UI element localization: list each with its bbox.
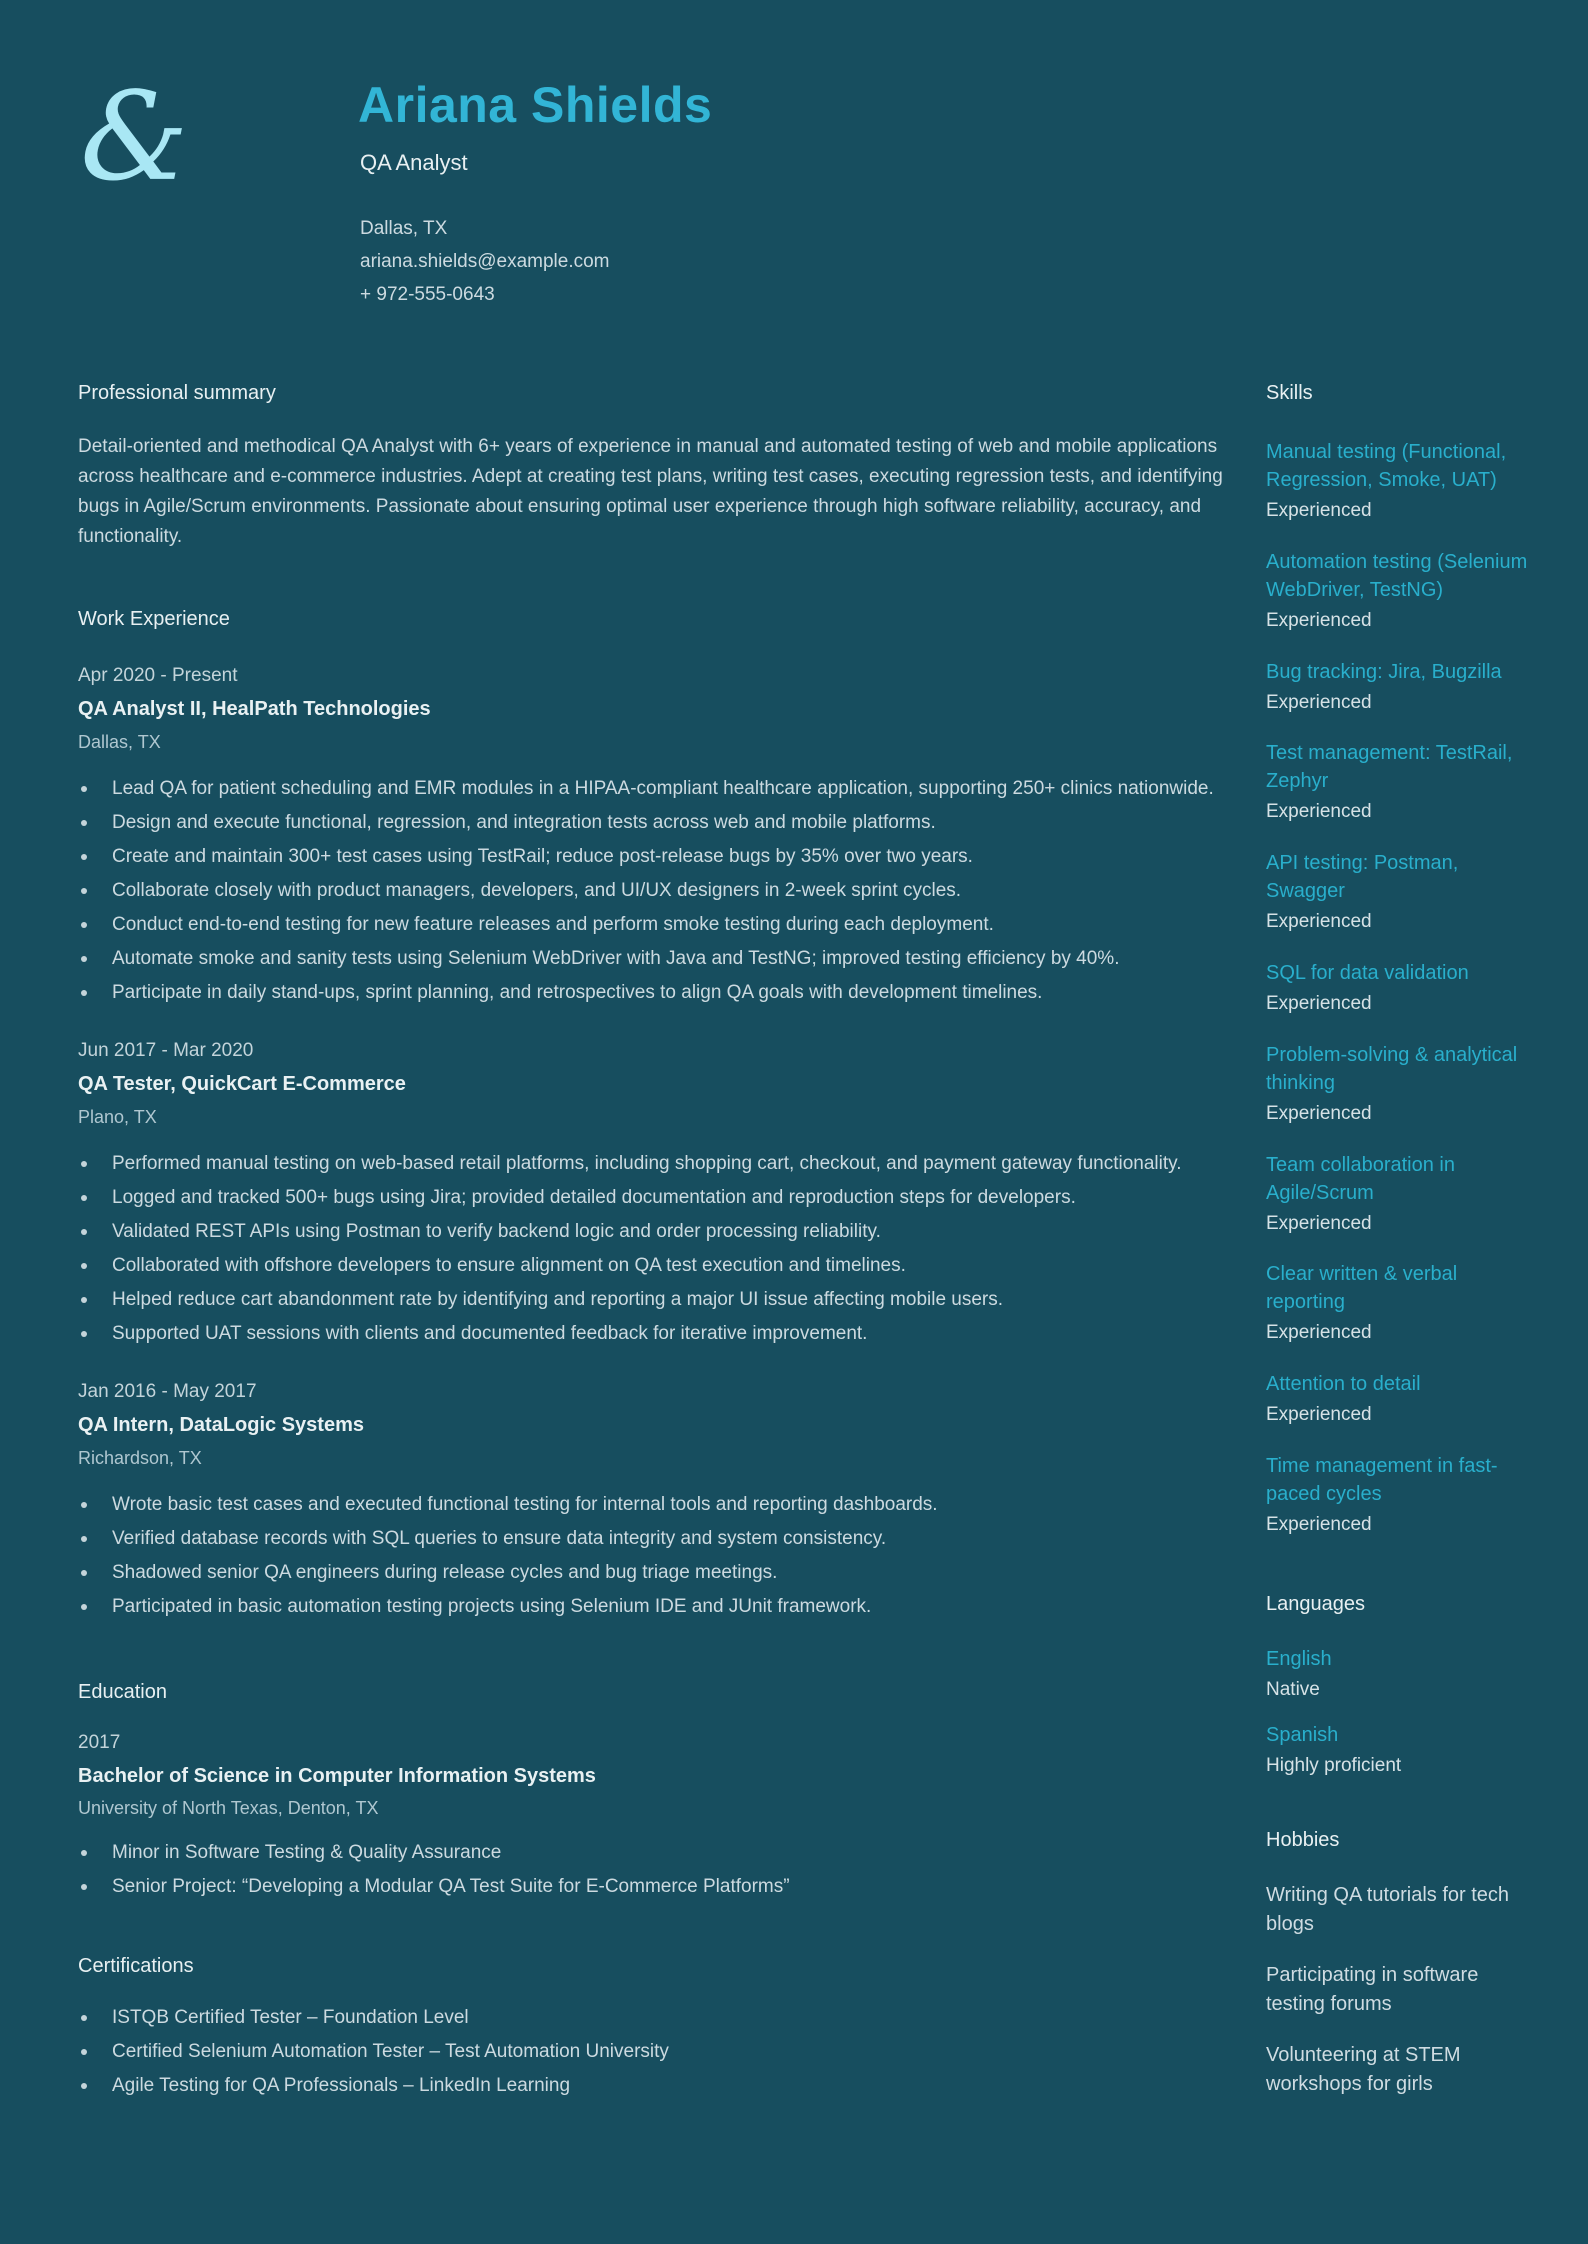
job-bullet: Collaborate closely with product managers, developers, and UI/UX designers in 2-week sprint cycles. (78, 876, 1234, 905)
candidate-name: Ariana Shields (358, 77, 713, 133)
job-bullet: Participate in daily stand-ups, sprint planning, and retrospectives to align QA goals with development timelines. (78, 978, 1234, 1007)
skill-item: Team collaboration in Agile/Scrum Experienced (1266, 1153, 1455, 1234)
job-bullet: Verified database records with SQL queries to ensure data integrity and system consistency. (78, 1524, 1234, 1553)
hobby-item: Writing QA tutorials for tech blogs (1266, 1884, 1510, 1936)
job-bullet: Collaborated with offshore developers to ensure alignment on QA test execution and timelines. (78, 1251, 1234, 1280)
skill-item: Manual testing (Functional, Regression, Smoke, UAT) Experienced (1266, 441, 1507, 521)
job-bullet: Helped reduce cart abandonment rate by identifying and reporting a major UI issue affecting mobile users. (78, 1285, 1234, 1314)
job-entry-1 (78, 664, 1234, 1007)
bullet-dot-icon (81, 1229, 87, 1235)
section-education (78, 1679, 1234, 1901)
job-dates: Jan 2016 - May 2017 (78, 1381, 257, 1403)
bullet-dot-icon (81, 956, 87, 962)
job-bullet: Supported UAT sessions with clients and documented feedback for iterative improvement. (78, 1319, 1234, 1348)
section-languages (1266, 1591, 1532, 1778)
education-degree: Bachelor of Science in Computer Information Systems (78, 1764, 596, 1787)
job-bullet: Create and maintain 300+ test cases using TestRail; reduce post-release bugs by 35% over two years. (78, 842, 1234, 871)
job-bullet: Logged and tracked 500+ bugs using Jira; provided detailed documentation and reproduction steps for developers. (78, 1183, 1234, 1212)
bullet-dot-icon (81, 786, 87, 792)
job-title: QA Analyst II, HealPath Technologies (78, 697, 431, 720)
section-certifications (78, 1953, 1234, 2100)
bullet-dot-icon (81, 990, 87, 996)
work-heading: Work Experience (78, 608, 230, 630)
summary-text: Detail-oriented and methodical QA Analyst with 6+ years of experience in manual and automated testing of web and mobile applications across healthcare and e-commerce industries. Adept at creating test plans, writing test cases, executing regression tests, and identifying bugs in Agile/Scrum environments. Passionate about ensuring optimal user experience through high software reliability, accuracy, and functionality. (78, 436, 1223, 547)
bullet-dot-icon (81, 1263, 87, 1269)
skills-heading: Skills (1266, 382, 1313, 404)
certifications-heading: Certifications (78, 1955, 194, 1978)
job-bullet: Participated in basic automation testing projects using Selenium IDE and JUnit framework. (78, 1592, 1234, 1621)
bullet-dot-icon (81, 2049, 87, 2055)
bullet-dot-icon (81, 1297, 87, 1303)
language-item: English Native (1266, 1647, 1332, 1700)
job-title: QA Intern, DataLogic Systems (78, 1413, 364, 1436)
language-item: Spanish Highly proficient (1266, 1723, 1402, 1776)
bullet-dot-icon (81, 1502, 87, 1508)
hobby-item: Volunteering at STEM workshops for girls (1266, 2044, 1461, 2096)
job-bullet-list (78, 1490, 1234, 1621)
skill-item: Attention to detail Experienced (1266, 1373, 1421, 1426)
skill-item: Automation testing (Selenium WebDriver, TestNG) Experienced (1266, 550, 1528, 631)
job-bullet-list (78, 774, 1234, 1007)
skill-item: Problem-solving & analytical thinking Experienced (1266, 1043, 1518, 1124)
certification-item: Agile Testing for QA Professionals – LinkedIn Learning (78, 2071, 1234, 2100)
education-year: 2017 (78, 1732, 121, 1754)
bullet-dot-icon (81, 820, 87, 826)
summary-heading: Professional summary (78, 382, 276, 404)
candidate-role: QA Analyst (360, 150, 468, 175)
job-bullet: Automate smoke and sanity tests using Selenium WebDriver with Java and TestNG; improved testing efficiency by 40%. (78, 944, 1234, 973)
section-hobbies (1266, 1827, 1532, 2099)
bullet-dot-icon (81, 2083, 87, 2089)
job-location: Dallas, TX (78, 731, 161, 752)
hobby-item: Participating in software testing forums (1266, 1964, 1479, 2016)
education-bullet: Minor in Software Testing & Quality Assurance (78, 1838, 1234, 1867)
job-dates: Jun 2017 - Mar 2020 (78, 1040, 254, 1062)
skill-item: API testing: Postman, Swagger Experienced (1266, 852, 1459, 933)
job-entry-2 (78, 1039, 1234, 1348)
job-bullet: Validated REST APIs using Postman to verify backend logic and order processing reliability. (78, 1217, 1234, 1246)
resume-header (78, 0, 1534, 340)
bullet-dot-icon (81, 2015, 87, 2021)
education-bullet: Senior Project: “Developing a Modular QA Test Suite for E-Commerce Platforms” (78, 1872, 1234, 1901)
languages-heading: Languages (1266, 1592, 1365, 1615)
skill-item: Bug tracking: Jira, Bugzilla Experienced (1266, 660, 1502, 713)
skill-item: Clear written & verbal reporting Experienced (1266, 1263, 1458, 1344)
bullet-dot-icon (81, 854, 87, 860)
bullet-dot-icon (81, 888, 87, 894)
section-professional-summary (78, 380, 1234, 552)
bullet-dot-icon (81, 1331, 87, 1337)
ampersand-logo-icon: & (80, 66, 189, 208)
job-location: Richardson, TX (78, 1447, 202, 1468)
resume-body (78, 340, 1534, 2121)
job-title: QA Tester, QuickCart E-Commerce (78, 1072, 406, 1095)
bullet-dot-icon (81, 1570, 87, 1576)
job-bullet-list (78, 1149, 1234, 1348)
job-bullet: Wrote basic test cases and executed functional testing for internal tools and reporting dashboards. (78, 1490, 1234, 1519)
skill-item: Time management in fast-paced cycles Experienced (1266, 1454, 1498, 1535)
job-bullet: Shadowed senior QA engineers during release cycles and bug triage meetings. (78, 1558, 1234, 1587)
contact-block (360, 212, 610, 311)
education-heading: Education (78, 1681, 167, 1704)
bullet-dot-icon (81, 1604, 87, 1610)
certifications-list (78, 2003, 1234, 2100)
bullet-dot-icon (81, 1884, 87, 1890)
job-location: Plano, TX (78, 1106, 157, 1127)
bullet-dot-icon (81, 1850, 87, 1856)
job-dates: Apr 2020 - Present (78, 665, 238, 686)
certification-item: Certified Selenium Automation Tester – Test Automation University (78, 2037, 1234, 2066)
skill-item: SQL for data validation Experienced (1266, 961, 1469, 1014)
job-bullet: Design and execute functional, regression, and integration tests across web and mobile platforms. (78, 808, 1234, 837)
contact-email: ariana.shields@example.com (360, 251, 610, 272)
main-column (78, 340, 1234, 2105)
education-school: University of North Texas, Denton, TX (78, 1797, 379, 1818)
bullet-dot-icon (81, 1195, 87, 1201)
job-bullet: Lead QA for patient scheduling and EMR modules in a HIPAA-compliant healthcare application, supporting 250+ clinics nationwide. (78, 774, 1234, 803)
contact-location: Dallas, TX (360, 218, 448, 239)
hobbies-heading: Hobbies (1266, 1829, 1340, 1852)
education-bullet-list (78, 1838, 1234, 1901)
sidebar-column (1266, 340, 1532, 2121)
bullet-dot-icon (81, 1161, 87, 1167)
contact-phone: + 972-555-0643 (360, 284, 495, 305)
job-bullet: Performed manual testing on web-based retail platforms, including shopping cart, checkout, and payment gateway functionality. (78, 1149, 1234, 1178)
job-bullet: Conduct end-to-end testing for new feature releases and perform smoke testing during each deployment. (78, 910, 1234, 939)
job-entry-3 (78, 1380, 1234, 1621)
section-work-experience (78, 606, 1234, 1621)
bullet-dot-icon (81, 922, 87, 928)
section-skills (1266, 380, 1532, 1537)
certification-item: ISTQB Certified Tester – Foundation Level (78, 2003, 1234, 2032)
bullet-dot-icon (81, 1536, 87, 1542)
skill-item: Test management: TestRail, Zephyr Experienced (1266, 742, 1513, 823)
